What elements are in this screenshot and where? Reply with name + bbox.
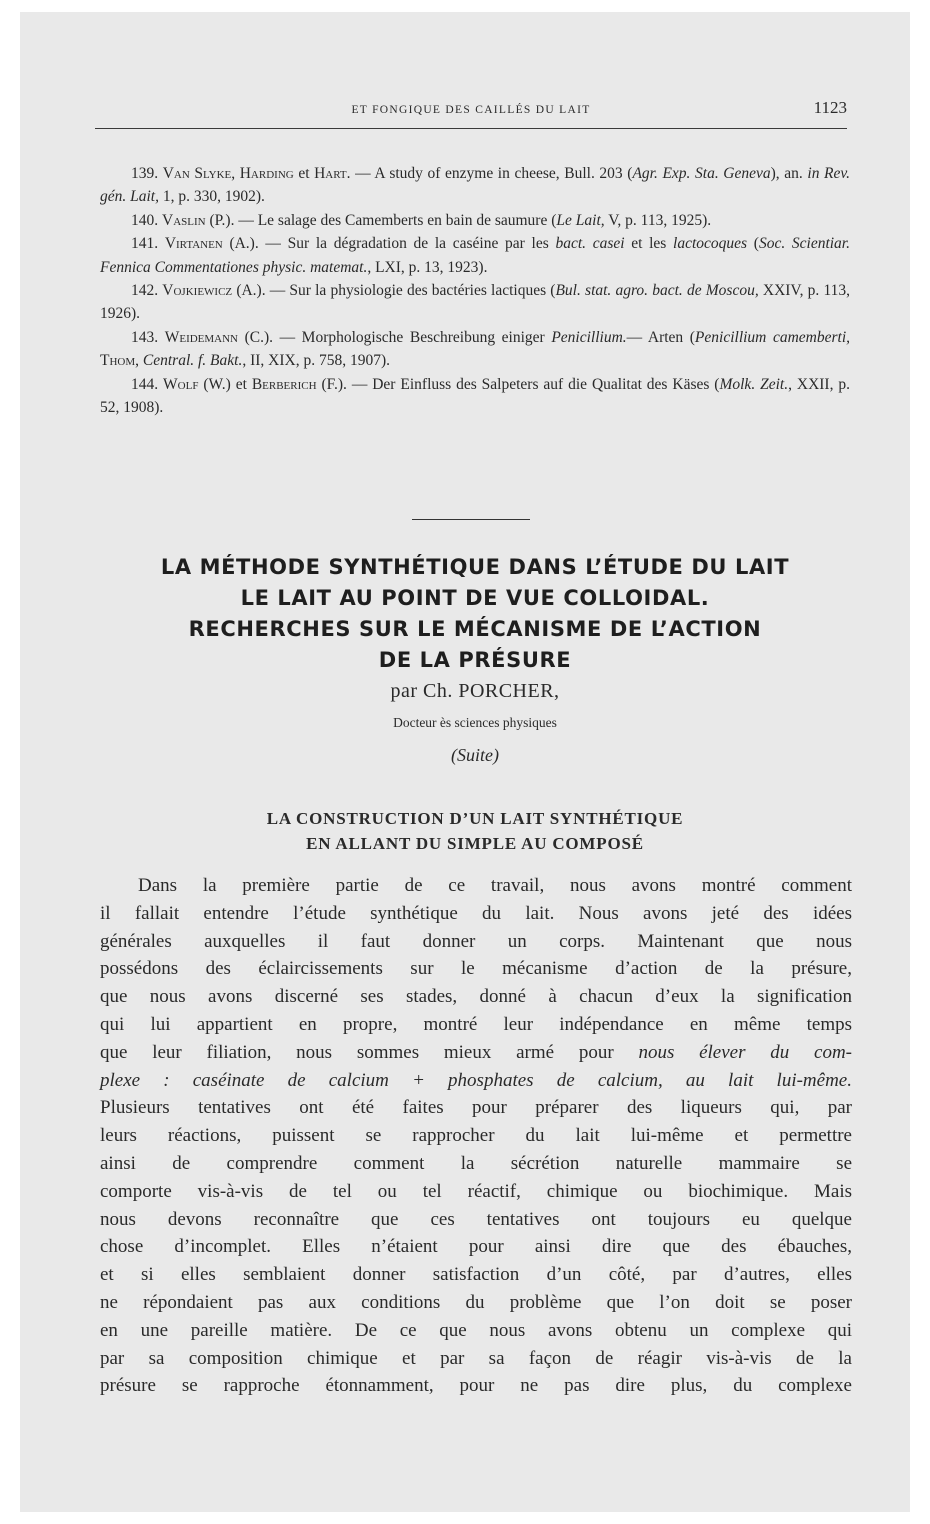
body-line: il fallait entendre l’étude synthétique du lait. Nous avons jeté des idées — [100, 902, 852, 924]
reference-item: 141. Virtanen (A.). — Sur la dégradation de la caséine par les bact. casei et les lactocoques (Soc. Scientiar. Fennica Commentationes physic. matemat., LXI, p. 13, 1923). — [100, 235, 850, 276]
body-line: Dans la première partie de ce travail, nous avons montré comment — [138, 875, 852, 896]
body-line: ainsi de comprendre comment la sécrétion naturelle mammaire se — [100, 1152, 852, 1174]
reference-item: 144. Wolf (W.) et Berberich (F.). — Der Einfluss des Salpeters auf die Qualitat des Käses (Molk. Zeit., XXII, p. 52, 1908). — [100, 375, 851, 417]
continuation-note: (Suite) — [451, 745, 499, 765]
reference-list — [100, 162, 850, 419]
body-line: que nous avons discerné ses stades, donné à chacun d’eux la signification — [100, 986, 852, 1008]
article-title-line: LE LAIT AU POINT DE VUE COLLOIDAL. — [240, 586, 710, 610]
body-line: qui lui appartient en propre, montré leur indépendance en même temps — [100, 1013, 852, 1035]
reference-item: 140. Vaslin (P.). — Le salage des Camemberts en bain de saumure (Le Lait, V, p. 113, 1925). — [131, 211, 712, 229]
body-line: possédons des éclaircissements sur le mécanisme d’action de la présure, — [100, 958, 852, 980]
reference-item: 139. Van Slyke, Harding et Hart. — A study of enzyme in cheese, Bull. 203 (Agr. Exp. Sta. Geneva), an. in Rev. gén. Lait, 1, p. 330, 1902). — [100, 165, 850, 206]
section-divider — [412, 519, 530, 520]
body-line: chose d’incomplet. Elles n’étaient pour ainsi dire que des ébauches, — [100, 1236, 852, 1258]
section-heading-line: LA CONSTRUCTION D’UN LAIT SYNTHÉTIQUE — [266, 809, 684, 828]
body-line: plexe : caséinate de calcium + phosphates de calcium, au lait lui-même. — [100, 1069, 852, 1091]
article-title — [95, 552, 855, 676]
body-line: générales auxquelles il faut donner un corps. Maintenant que nous — [100, 930, 852, 952]
article-title-line: LA MÉTHODE SYNTHÉTIQUE DANS L’ÉTUDE DU LAIT — [160, 555, 790, 579]
body-line: présure se rapproche étonnamment, pour ne pas dire plus, du complexe — [100, 1375, 852, 1397]
body-line: et si elles semblaient donner satisfaction d’un côté, par d’autres, elles — [100, 1264, 852, 1286]
body-paragraph — [100, 872, 852, 1400]
reference-item: 142. Vojkiewicz (A.). — Sur la physiologie des bactéries lactiques (Bul. stat. agro. bact. de Moscou, XXIV, p. 113, 1926). — [100, 282, 851, 323]
body-line: nous devons reconnaître que ces tentatives ont toujours eu quelque — [100, 1208, 852, 1230]
body-line: comporte vis-à-vis de tel ou tel réactif, chimique ou biochimique. Mais — [100, 1180, 852, 1202]
running-title: ET FONGIQUE DES CAILLÉS DU LAIT — [351, 104, 591, 116]
author-byline: par Ch. PORCHER, — [390, 680, 560, 702]
reference-item: 143. Weidemann (C.). — Morphologische Beschreibung einiger Penicillium.— Arten (Penicillium camemberti, Thom, Central. f. Bakt., II, XIX, p. 758, 1907). — [100, 328, 851, 370]
body-line: par sa composition chimique et par sa façon de réagir vis-à-vis de la — [100, 1347, 852, 1369]
body-line: Plusieurs tentatives ont été faites pour préparer des liqueurs qui, par — [100, 1097, 852, 1119]
body-line: ne répondaient pas aux conditions du problème que l’on doit se poser — [100, 1291, 852, 1313]
article-title-line: RECHERCHES SUR LE MÉCANISME DE L’ACTION — [188, 617, 762, 641]
article-title-line: DE LA PRÉSURE — [378, 648, 572, 672]
section-heading — [95, 806, 855, 856]
body-line: leurs réactions, puissent se rapprocher du lait lui-même et permettre — [100, 1125, 852, 1147]
section-heading-line: EN ALLANT DU SIMPLE AU COMPOSÉ — [306, 834, 644, 853]
author-affiliation: Docteur ès sciences physiques — [393, 715, 557, 730]
page-header — [95, 98, 847, 129]
body-line: en une pareille matière. De ce que nous avons obtenu un complexe qui — [100, 1319, 852, 1341]
page-number: 1123 — [813, 98, 847, 117]
body-line: que leur filiation, nous sommes mieux armé pour nous élever du com- — [100, 1041, 853, 1063]
